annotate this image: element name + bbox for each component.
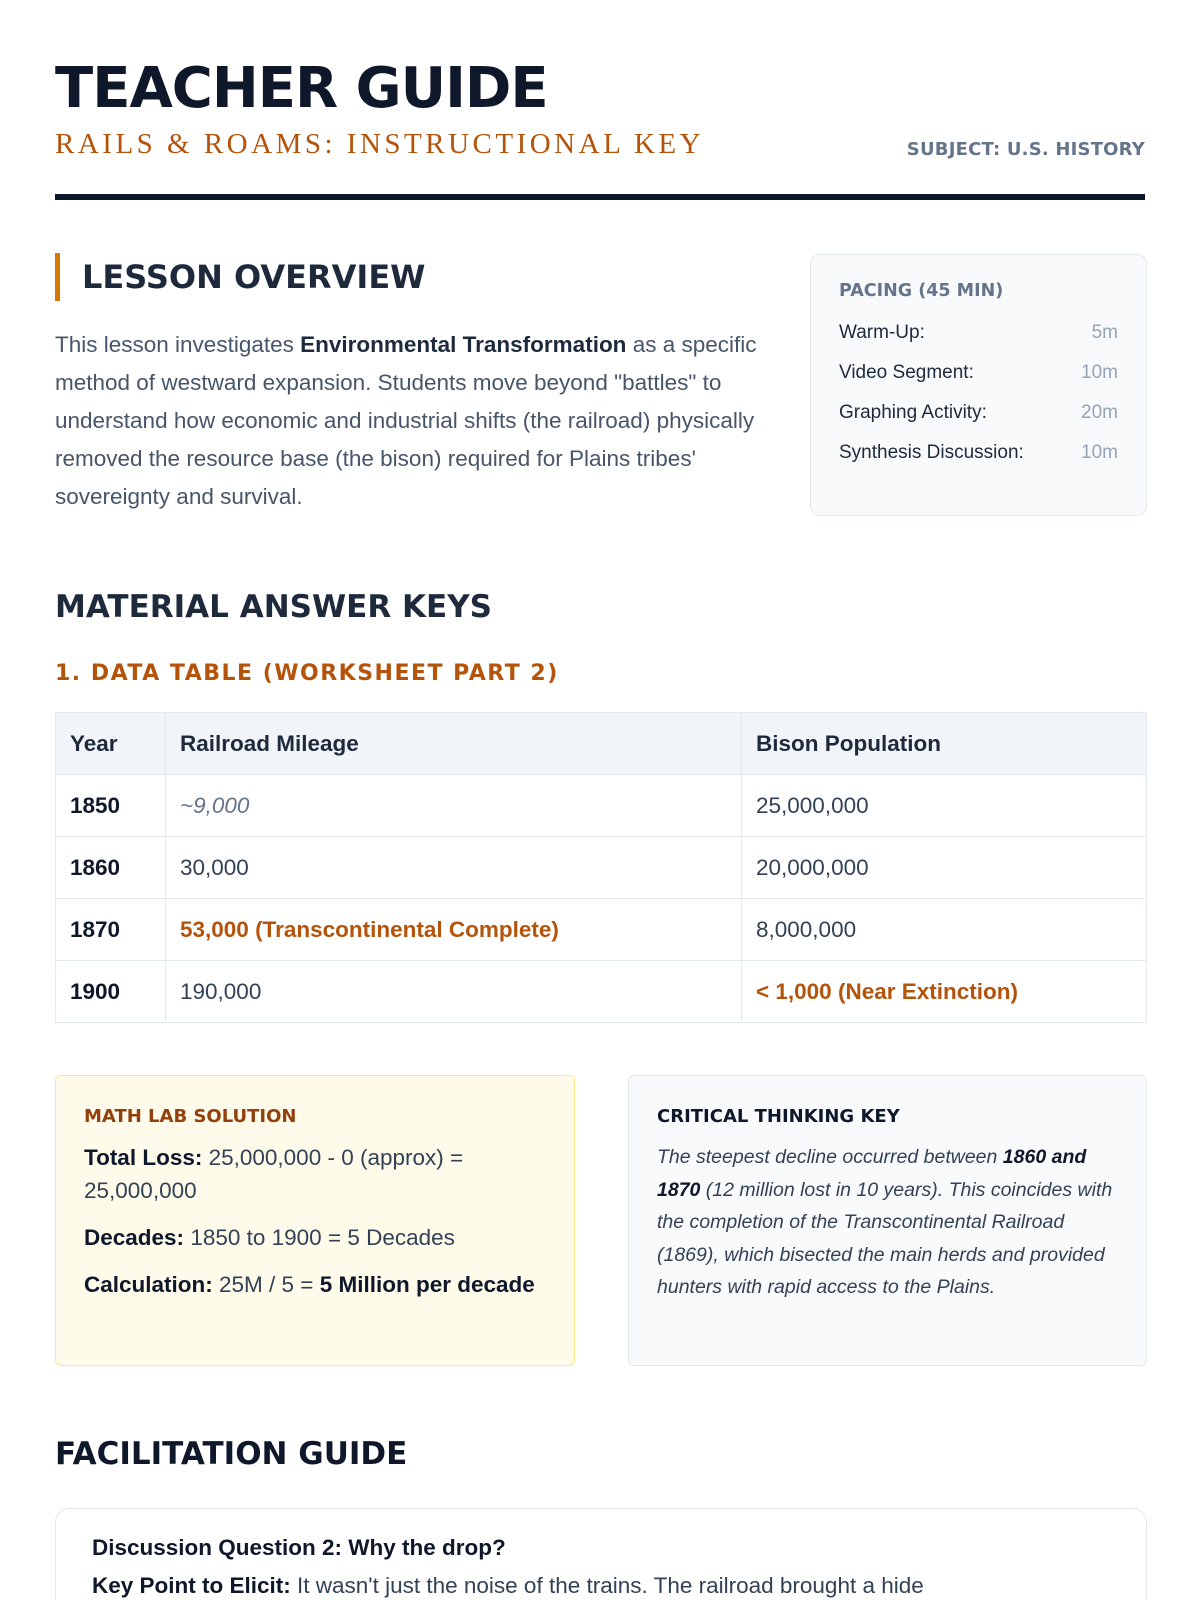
math-total-loss-label: Total Loss:: [84, 1145, 203, 1170]
lesson-overview-heading: LESSON OVERVIEW: [55, 253, 425, 301]
math-decades: [84, 1221, 546, 1254]
pacing-value: 20m: [1081, 402, 1118, 423]
pacing-value: 10m: [1081, 362, 1118, 383]
pacing-label: Warm-Up:: [839, 322, 925, 343]
overview-text-post: as a specific method of westward expansion. Students move beyond "battles" to understand how economic and industrial shifts (the railroad) physically removed the resource base (the bison) required for Plains tribes' sovereignty and survival.: [55, 332, 757, 509]
math-calculation-result: 5 Million per decade: [319, 1272, 535, 1297]
cell-railroad-mileage: 30,000: [166, 837, 742, 899]
page-subtitle: RAILS & ROAMS: INSTRUCTIONAL KEY: [55, 128, 705, 160]
critical-thinking-card: [628, 1075, 1147, 1366]
math-lab-title: MATH LAB SOLUTION: [84, 1106, 297, 1127]
table-row: [56, 775, 1147, 837]
table-row: [56, 961, 1147, 1023]
critical-text-bold: 1860 and 1870: [657, 1146, 1087, 1201]
pacing-value: 10m: [1081, 442, 1118, 463]
pacing-title: PACING (45 MIN): [839, 281, 1004, 301]
column-header-railroad-mileage: Railroad Mileage: [166, 713, 742, 775]
critical-thinking-text: [657, 1141, 1118, 1304]
cell-railroad-mileage: ~9,000: [166, 775, 742, 837]
data-table: [55, 712, 1147, 1023]
key-point-label: Key Point to Elicit:: [92, 1573, 291, 1598]
material-answer-keys-heading: MATERIAL ANSWER KEYS: [55, 589, 492, 625]
facilitation-card: [55, 1508, 1147, 1600]
cell-year: 1870: [56, 899, 166, 961]
cell-bison-population: 20,000,000: [742, 837, 1147, 899]
lesson-overview-text: [55, 326, 775, 516]
cell-year: 1900: [56, 961, 166, 1023]
table-header-row: [56, 713, 1147, 775]
page-title: TEACHER GUIDE: [55, 56, 548, 121]
pacing-value: 5m: [1091, 322, 1118, 343]
facilitation-guide-heading: FACILITATION GUIDE: [55, 1436, 408, 1472]
math-decades-value: 1850 to 1900 = 5 Decades: [184, 1225, 455, 1250]
cell-railroad-mileage: 53,000 (Transcontinental Complete): [166, 899, 742, 961]
critical-text-pre: The steepest decline occurred between: [657, 1146, 1003, 1168]
cell-year: 1860: [56, 837, 166, 899]
pacing-label: Video Segment:: [839, 362, 974, 383]
pacing-row: [839, 433, 1118, 473]
math-total-loss-value: 25,000,000 - 0 (approx) = 25,000,000: [84, 1145, 464, 1203]
pacing-row: [839, 313, 1118, 353]
key-point: [92, 1573, 1110, 1599]
pacing-row: [839, 353, 1118, 393]
math-total-loss: [84, 1141, 546, 1207]
cell-railroad-mileage: 190,000: [166, 961, 742, 1023]
critical-text-post: (12 million lost in 10 years). This coincides with the completion of the Transcontinental Railroad (1869), which bisected the main herds and provided hunters with rapid access to the Plains.: [657, 1178, 1113, 1298]
math-lab-solution-card: [55, 1075, 575, 1366]
overview-text-pre: This lesson investigates: [55, 332, 301, 357]
subject-label: SUBJECT: U.S. HISTORY: [906, 139, 1145, 160]
cell-bison-population: 25,000,000: [742, 775, 1147, 837]
header-divider: [55, 194, 1145, 200]
math-calculation: [84, 1268, 546, 1301]
math-calculation-value: 25M / 5 =: [212, 1272, 320, 1297]
pacing-label: Graphing Activity:: [839, 402, 987, 423]
overview-text-bold: Environmental Transformation: [300, 332, 627, 357]
cell-bison-population: < 1,000 (Near Extinction): [742, 961, 1147, 1023]
column-header-year: Year: [56, 713, 166, 775]
key-point-text: It wasn't just the noise of the trains. The railroad brought a hide: [290, 1573, 924, 1598]
column-header-bison-population: Bison Population: [742, 713, 1147, 775]
pacing-card: [810, 254, 1147, 516]
pacing-label: Synthesis Discussion:: [839, 442, 1024, 463]
cell-bison-population: 8,000,000: [742, 899, 1147, 961]
critical-thinking-title: CRITICAL THINKING KEY: [657, 1106, 900, 1127]
table-row: [56, 837, 1147, 899]
math-calculation-label: Calculation:: [84, 1272, 213, 1297]
table-row: [56, 899, 1147, 961]
cell-year: 1850: [56, 775, 166, 837]
pacing-row: [839, 393, 1118, 433]
data-table-heading: 1. DATA TABLE (WORKSHEET PART 2): [55, 661, 559, 686]
math-decades-label: Decades:: [84, 1225, 185, 1250]
discussion-question: Discussion Question 2: Why the drop?: [92, 1535, 506, 1560]
